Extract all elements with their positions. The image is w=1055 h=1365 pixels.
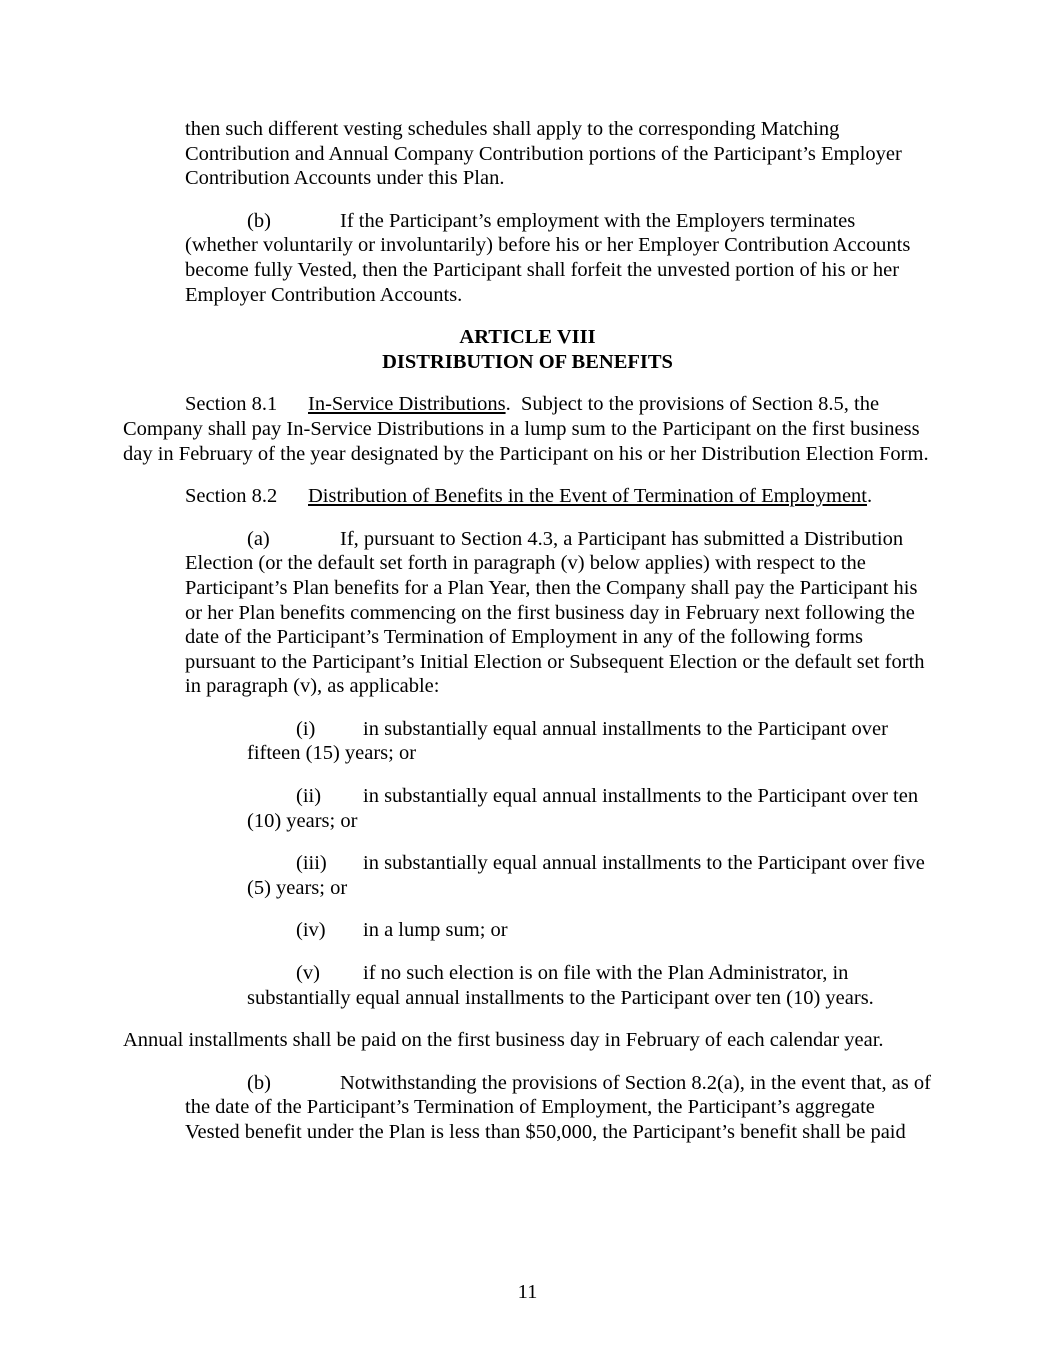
paragraph-7b-label: (b) — [247, 209, 271, 232]
list-item-iv-text: in a lump sum; or — [363, 919, 508, 942]
section-8-2-paragraph — [123, 484, 932, 509]
article-number: ARTICLE VIII — [459, 326, 596, 349]
section-8-1-paragraph — [123, 392, 932, 466]
list-item-iii-label: (iii) — [296, 852, 327, 875]
list-item-ii — [247, 784, 932, 833]
list-item-v-label: (v) — [296, 962, 320, 985]
section-8-1-text: . Subject to the provisions of Section 8.5, the Company shall pay In-Service Distributions in a lump sum to the Participant on the first business day in February of the year designated by the Participant on his or her Distribution Election Form. — [123, 393, 929, 465]
list-item-ii-label: (ii) — [296, 785, 322, 808]
section-8-1-number: Section 8.1 — [185, 393, 278, 416]
continuation-paragraph — [185, 117, 932, 191]
section-8-2-title: Distribution of Benefits in the Event of Termination of Employment — [308, 485, 867, 508]
paragraph-8-2a — [185, 527, 932, 699]
paragraph-8-2b-text: Notwithstanding the provisions of Section 8.2(a), in the event that, as of the date of the Participant’s Termination of Employment, the Participant’s aggregate Vested benefit under the Plan is less than $50,000, the Participant’s benefit shall be paid — [185, 1071, 931, 1143]
page-content — [123, 117, 932, 1163]
list-item-iii — [247, 851, 932, 900]
annual-installments-paragraph — [123, 1028, 932, 1053]
article-title: DISTRIBUTION OF BENEFITS — [382, 350, 673, 373]
continuation-text: then such different vesting schedules shall apply to the corresponding Matching Contribution and Annual Company Contribution portions of the Participant’s Employer Contribution Accounts under this Plan. — [185, 118, 902, 190]
list-item-iii-text: in substantially equal annual installments to the Participant over five (5) years; or — [247, 852, 925, 899]
page-footer — [0, 1280, 1055, 1305]
paragraph-8-2a-text: If, pursuant to Section 4.3, a Participant has submitted a Distribution Election (or the default set forth in paragraph (v) below applies) with respect to the Participant’s Plan benefits for a Plan Year, then the Company shall pay the Participant his or her Plan benefits commencing on the first business day in February next following the date of the Participant’s Termination of Employment in any of the following forms pursuant to the Participant’s Initial Election or Subsequent Election or the default set forth in paragraph (v), as applicable: — [185, 527, 925, 698]
section-8-1-title: In-Service Distributions — [308, 393, 506, 416]
section-8-2-number: Section 8.2 — [185, 485, 278, 508]
list-item-i-label: (i) — [296, 717, 316, 740]
list-item-v — [247, 961, 932, 1010]
list-item-i-text: in substantially equal annual installments to the Participant over fifteen (15) years; or — [247, 717, 888, 765]
list-item-iv-label: (iv) — [296, 919, 326, 942]
list-item-iv — [247, 918, 932, 943]
paragraph-8-2a-label: (a) — [247, 527, 270, 550]
annual-installments-text: Annual installments shall be paid on the first business day in February of each calendar year. — [123, 1029, 884, 1052]
section-8-2-period: . — [867, 485, 873, 508]
list-item-i — [247, 717, 932, 766]
paragraph-7b — [185, 209, 932, 307]
page-number: 11 — [517, 1281, 538, 1303]
paragraph-8-2b — [185, 1071, 932, 1145]
paragraph-8-2b-label: (b) — [247, 1071, 271, 1094]
paragraph-7b-text: If the Participant’s employment with the Employers terminates (whether voluntarily or involuntarily) before his or her Employer Contribution Accounts become fully Vested, then the Participant shall forfeit the unvested portion of his or her Employer Contribution Accounts. — [185, 209, 911, 306]
article-heading — [123, 325, 932, 374]
list-item-v-text: if no such election is on file with the Plan Administrator, in substantially equal annual installments to the Participant over ten (10) years. — [247, 962, 874, 1009]
list-item-ii-text: in substantially equal annual installments to the Participant over ten (10) years; or — [247, 785, 919, 832]
